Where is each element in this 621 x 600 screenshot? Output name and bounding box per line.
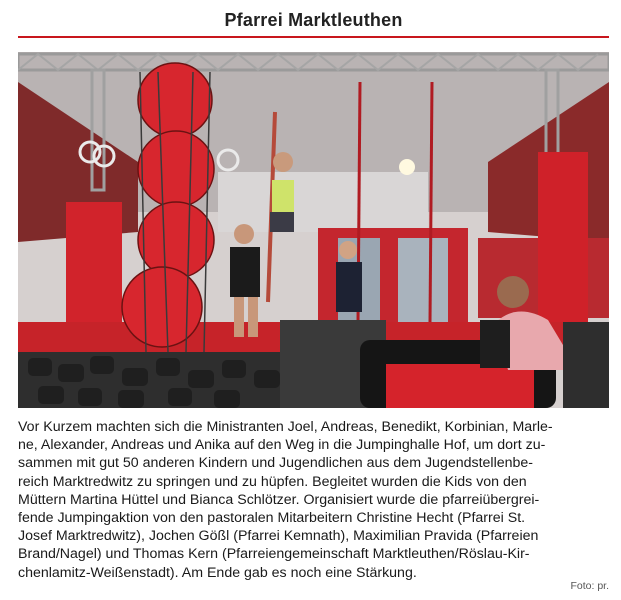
article-line: chenlamitz-Weißenstadt). Am Ende gab es noch eine Stärkung. [18,564,417,581]
article-line: reich Marktredwitz zu springen und zu hüpfen. Begleitet wurden die Kids von den [18,473,527,490]
page-header [18,0,609,36]
article-line: Müttern Martina Hüttel und Bianca Schlötzer. Organisiert wurde die pfarreiübergrei- [18,491,540,508]
article-line: ne, Alexander, Andreas und Anika auf den Weg in die Jumpinghalle Hof, um dort zu- [18,437,546,454]
photo-credit: Foto: pr. [570,580,609,592]
article-line: fende Jumpingaktion von den pastoralen Mitarbeitern Christine Hecht (Pfarrei St. [18,510,526,527]
header-rule [18,36,609,38]
article-line: Josef Marktredwitz), Jochen Gößl (Pfarrei Kemnath), Maximilian Pravida (Pfarreien [18,528,539,545]
article-line: Vor Kurzem machten sich die Ministranten Joel, Andreas, Benedikt, Korbinian, Marle- [18,419,553,435]
article-line: Brand/Nagel) und Thomas Kern (Pfarreiengemeinschaft Marktleuthen/Röslau-Kir- [18,546,530,563]
article-photo [18,52,609,408]
article-body [18,418,609,582]
article-line: sammen mit gut 50 anderen Kindern und Jugendlichen aus dem Jugendstellenbe- [18,455,534,472]
section-title: Pfarrei Marktleuthen [224,10,403,30]
